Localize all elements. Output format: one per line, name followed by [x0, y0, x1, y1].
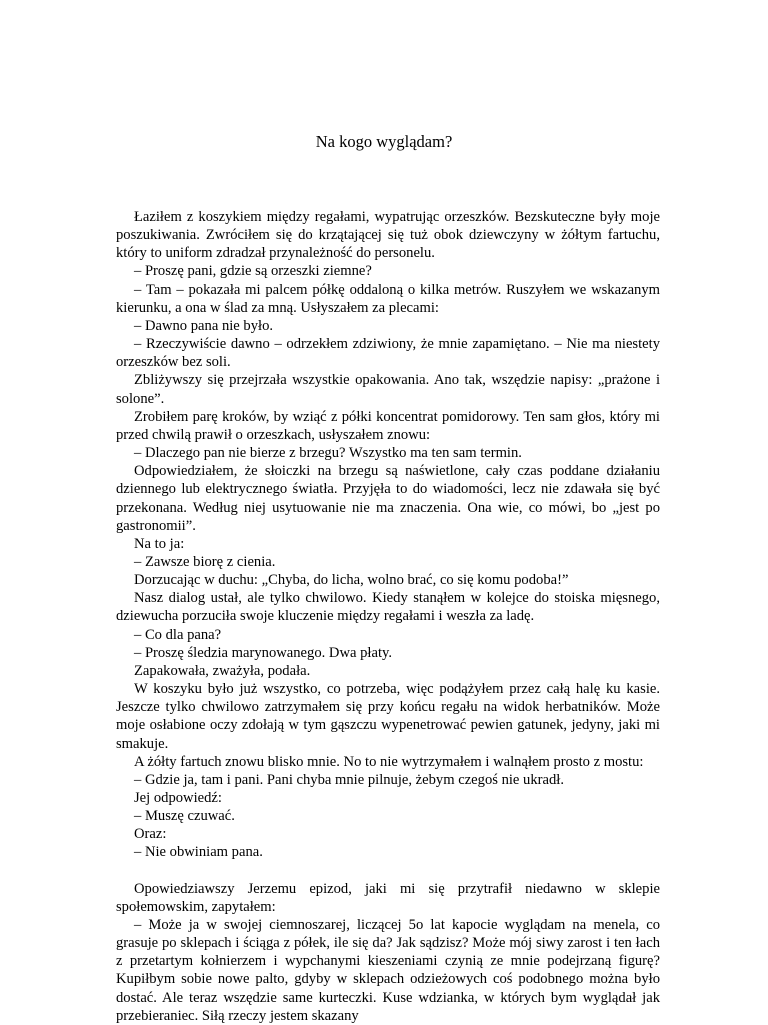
- paragraph: Zrobiłem parę kroków, by wziąć z półki koncentrat pomidorowy. Ten sam głos, który mi przed chwilą prawił o orzeszkach, usłyszałem znowu:: [116, 408, 660, 443]
- paragraph: Zbliżywszy się przejrzała wszystkie opakowania. Ano tak, wszędzie napisy: „prażone i solone”.: [116, 372, 660, 407]
- paragraph: Na to ja:: [134, 535, 185, 552]
- paragraph: A żółty fartuch znowu blisko mnie. No to nie wytrzymałem i walnąłem prosto z mostu:: [134, 753, 644, 770]
- paragraph: – Proszę pani, gdzie są orzeszki ziemne?: [134, 263, 372, 280]
- paragraph: – Muszę czuwać.: [134, 808, 235, 825]
- paragraph: W koszyku było już wszystko, co potrzeba, więc podążyłem przez całą halę ku kasie. Jeszcze tylko chwilowo zatrzymałem się przy końcu regału na widok herbatników. Może moje osłabione oczy zdołają w tym gąszczu wypenetrować pewien gatunek, jedyny, jaki mi smakuje.: [116, 681, 660, 752]
- paragraph: Nasz dialog ustał, ale tylko chwilowo. Kiedy stanąłem w kolejce do stoiska mięsnego, dziewucha porzuciła swoje kluczenie między regałami i weszła za ladę.: [116, 590, 660, 625]
- paragraph: – Proszę śledzia marynowanego. Dwa płaty.: [134, 644, 393, 661]
- paragraph: – Nie obwiniam pana.: [134, 844, 263, 861]
- paragraph: – Gdzie ja, tam i pani. Pani chyba mnie pilnuje, żebym czegoś nie ukradł.: [134, 771, 564, 788]
- paragraph: – Dawno pana nie było.: [134, 317, 274, 334]
- document-body: [116, 208, 660, 1025]
- paragraph: Łaziłem z koszykiem między regałami, wypatrując orzeszków. Bezskuteczne były moje poszukiwania. Zwróciłem się do krzątającej się tuż obok dziewczyny w żółtym fartuchu, który to uniform zdradzał przynależność do personelu.: [116, 209, 660, 262]
- paragraph: – Dlaczego pan nie bierze z brzegu? Wszystko ma ten sam termin.: [134, 445, 522, 462]
- paragraph: Jej odpowiedź:: [134, 790, 222, 806]
- paragraph: – Tam – pokazała mi palcem półkę oddaloną o kilka metrów. Ruszyłem we wskazanym kierunku, a ona w ślad za mną. Usłyszałem za plecami:: [116, 281, 660, 316]
- page-title: Na kogo wyglądam?: [315, 132, 453, 151]
- paragraph: – Może ja w swojej ciemnoszarej, liczącej 5o lat kapocie wyglądam na menela, co grasuje po sklepach i ściąga z półek, ile się da? Jak sądzisz? Może mój siwy zarost i ten łach z przetartym kołnierzem i wypchanymi kieszeniami czynią ze mnie podejrzaną figurę? Kupiłbym sobie nowe palto, gdyby w sklepach odzieżowych coś podobnego można było dostać. Ale teraz wszędzie same kurteczki. Kuse wdzianka, w których bym wyglądał jak przebieraniec. Siłą rzeczy jestem skazany: [116, 916, 660, 1024]
- paragraph: Zapakowała, zważyła, podała.: [134, 662, 311, 679]
- paragraph: Odpowiedziałem, że słoiczki na brzegu są naświetlone, cały czas poddane działaniu dziennego lub elektrycznego światła. Przyjęła to do wiadomości, lecz nie zdawała się być przekonana. Według niej usytuowanie nie ma znaczenia. Ona wie, co mówi, bo „jest po gastronomii”.: [116, 463, 660, 534]
- paragraph: – Co dla pana?: [134, 626, 222, 643]
- paragraph: – Rzeczywiście dawno – odrzekłem zdziwiony, że mnie zapamiętano. – Nie ma niestety orzeszków bez soli.: [116, 336, 660, 371]
- paragraph: Dorzucając w duchu: „Chyba, do licha, wolno brać, co się komu podoba!”: [134, 572, 569, 589]
- paragraph: – Zawsze biorę z cienia.: [134, 553, 276, 570]
- paragraph: Oraz:: [134, 826, 167, 843]
- paragraph: Opowiedziawszy Jerzemu epizod, jaki mi się przytrafił niedawno w sklepie społemowskim, zapytałem:: [116, 880, 660, 915]
